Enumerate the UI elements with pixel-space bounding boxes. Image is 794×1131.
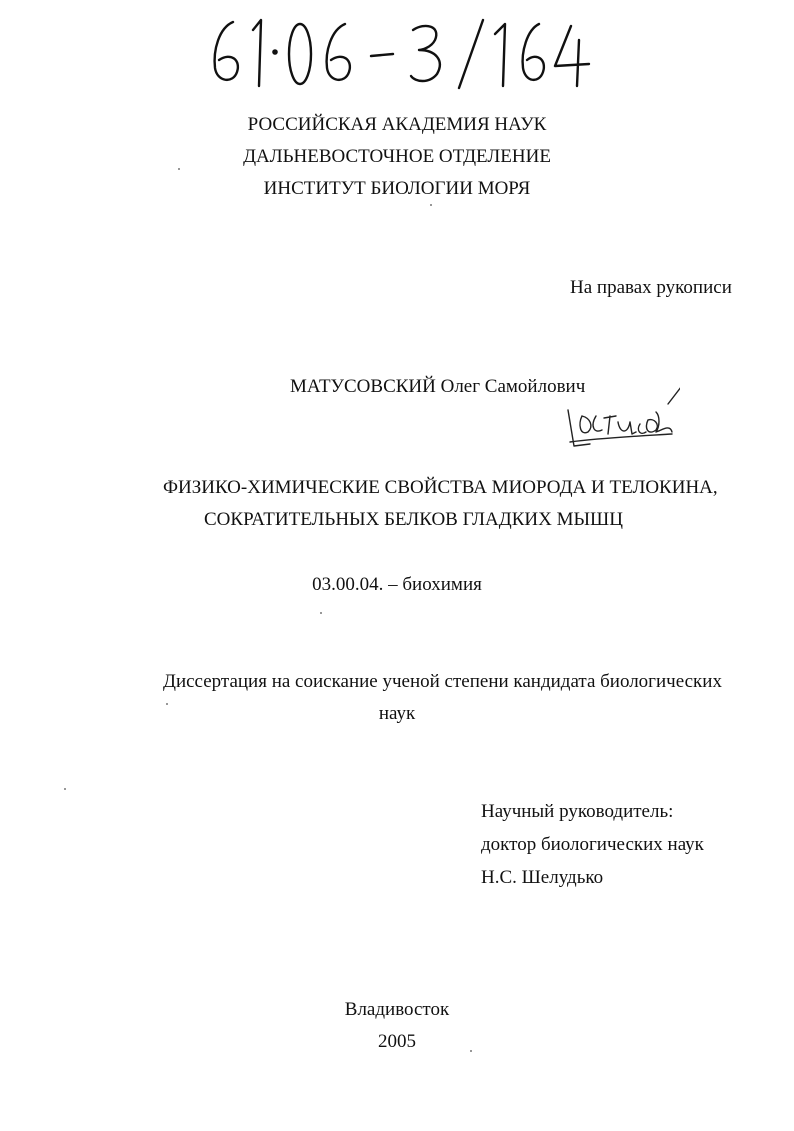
scan-speck (430, 204, 432, 206)
supervisor-name: Н.С. Шелудько (481, 867, 604, 888)
year: 2005 (378, 1031, 416, 1052)
supervisor-label: Научный руководитель: (481, 801, 674, 822)
author-given-names: Олег Самойлович (440, 376, 586, 397)
supervisor-degree: доктор биологических наук (481, 834, 704, 855)
specialty-code: 03.00.04. – биохимия (312, 574, 482, 595)
org-line-institute: ИНСТИТУТ БИОЛОГИИ МОРЯ (263, 178, 531, 199)
city: Владивосток (344, 999, 450, 1020)
author-name (290, 370, 585, 404)
scan-speck (64, 788, 66, 790)
dissertation-title-line-1: ФИЗИКО-ХИМИЧЕСКИЕ СВОЙСТВА МИОРОДА И ТЕЛОКИНА, (163, 477, 718, 498)
scan-speck (470, 1050, 472, 1052)
manuscript-rights-note: На правах рукописи (570, 277, 732, 298)
scan-speck (320, 612, 322, 614)
org-line-academy: РОССИЙСКАЯ АКАДЕМИЯ НАУК (247, 114, 547, 135)
dissertation-purpose-line-1: Диссертация на соискание ученой степени кандидата биологических (163, 671, 722, 692)
author-surname: МАТУСОВСКИЙ (290, 376, 436, 397)
handwritten-signature (560, 372, 680, 457)
dissertation-purpose-line-2: наук (378, 703, 416, 724)
handwritten-archive-code (205, 12, 605, 92)
scan-speck (178, 168, 180, 170)
scan-speck (166, 703, 168, 705)
dissertation-title-line-2: СОКРАТИТЕЛЬНЫХ БЕЛКОВ ГЛАДКИХ МЫШЦ (204, 509, 623, 530)
org-line-branch: ДАЛЬНЕВОСТОЧНОЕ ОТДЕЛЕНИЕ (243, 146, 551, 167)
